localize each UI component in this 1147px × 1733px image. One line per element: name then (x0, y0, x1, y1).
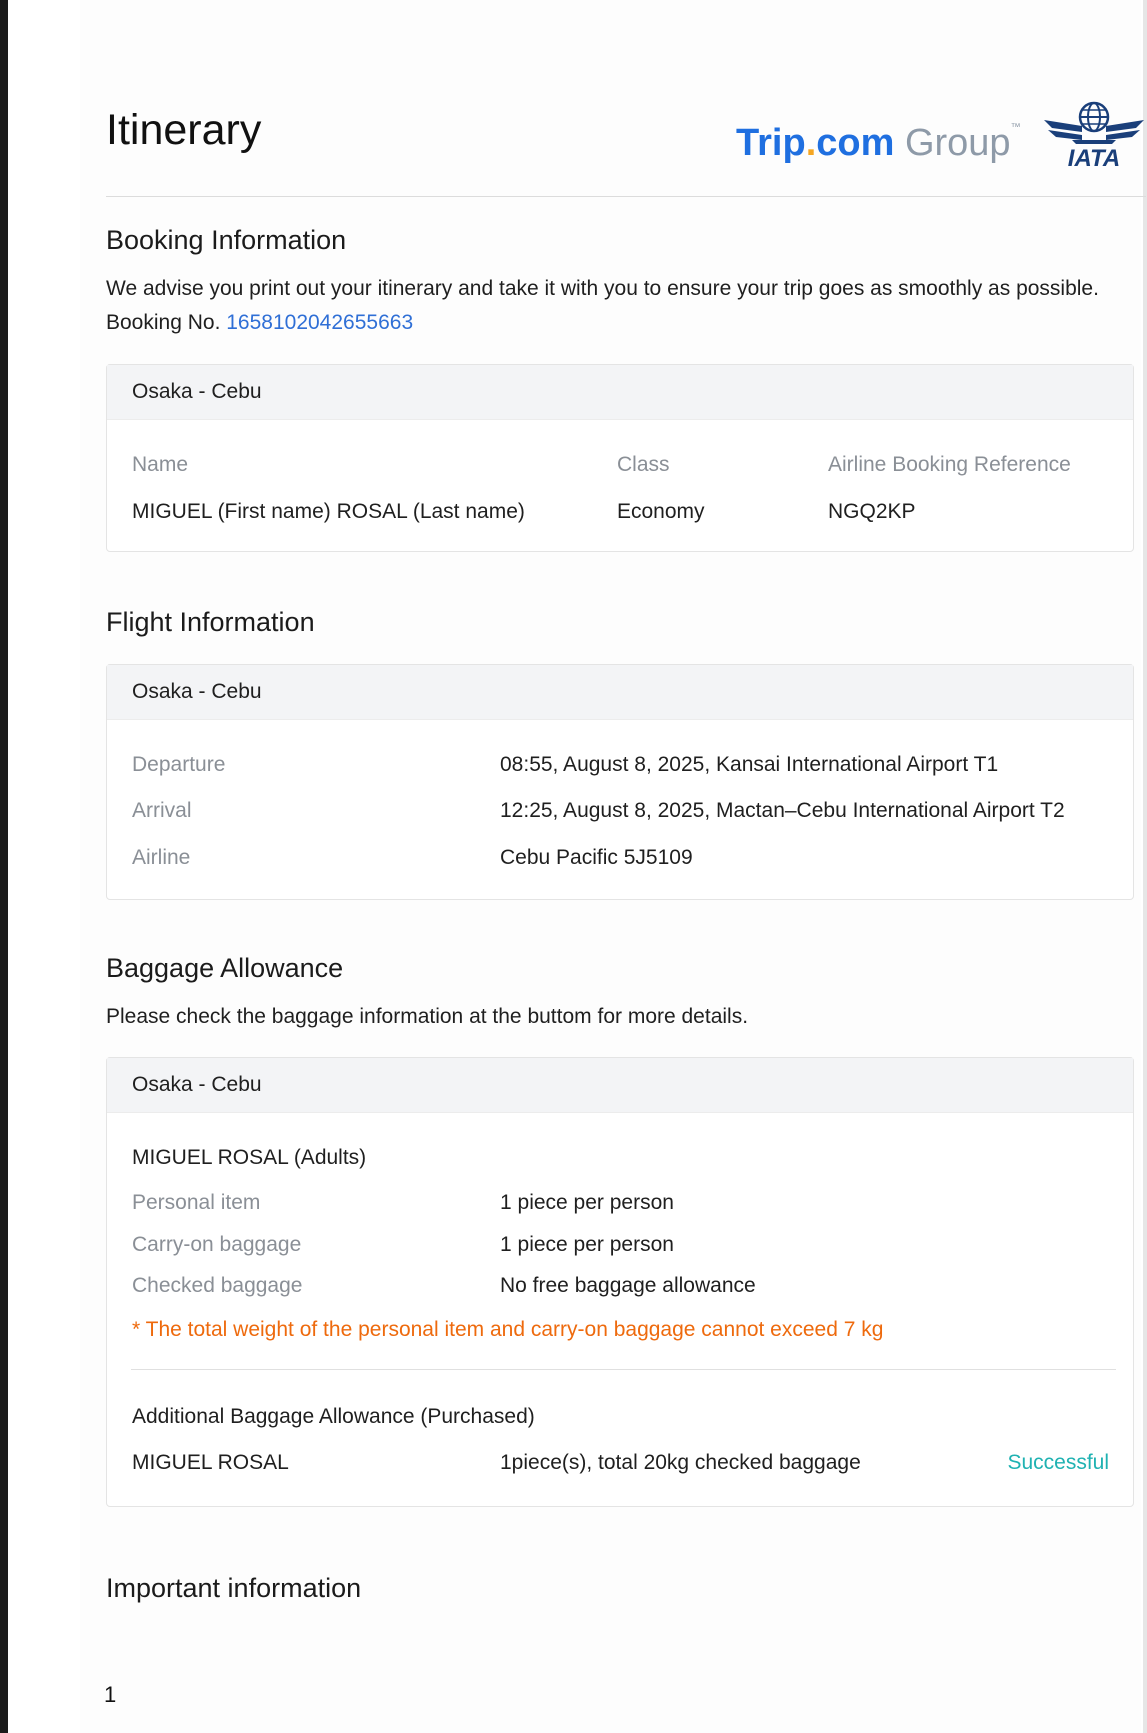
booking-advice: We advise you print out your itinerary and take it with you to ensure your trip goes as smoothly as possible. (106, 277, 1099, 300)
page-title: Itinerary (106, 106, 262, 154)
booking-number-line (106, 311, 413, 335)
important-section-title: Important information (106, 1573, 362, 1603)
booking-number-link[interactable]: 1658102042655663 (226, 311, 414, 334)
class-header: Class (617, 453, 670, 476)
tripcom-group-logo (736, 122, 1021, 165)
booking-ref-header: Airline Booking Reference (828, 453, 1071, 476)
logo-tm: ™ (1010, 122, 1021, 133)
logo-trip: Trip (736, 122, 806, 164)
additional-baggage-title: Additional Baggage Allowance (Purchased) (132, 1405, 535, 1428)
checked-baggage-label: Checked baggage (132, 1274, 303, 1297)
booking-card-route: Osaka - Cebu (107, 365, 1133, 420)
baggage-passenger: MIGUEL ROSAL (Adults) (132, 1146, 367, 1169)
arrival-value: 12:25, August 8, 2025, Mactan–Cebu International Airport T2 (500, 799, 1065, 822)
baggage-card-route: Osaka - Cebu (107, 1058, 1133, 1113)
personal-item-value: 1 piece per person (500, 1191, 674, 1214)
carry-on-value: 1 piece per person (500, 1233, 674, 1256)
additional-passenger: MIGUEL ROSAL (132, 1451, 289, 1474)
left-edge (0, 0, 8, 1733)
flight-section-title: Flight Information (106, 607, 315, 637)
baggage-divider (131, 1369, 1116, 1370)
baggage-section-title: Baggage Allowance (106, 953, 344, 983)
logo-group: Group (904, 122, 1011, 164)
status-badge: Successful (1007, 1451, 1109, 1474)
baggage-card (106, 1057, 1134, 1507)
flight-card (106, 664, 1134, 900)
logo-dot: . (805, 122, 817, 164)
weight-warning: * The total weight of the personal item and carry-on baggage cannot exceed 7 kg (132, 1318, 884, 1341)
class-value: Economy (617, 500, 705, 523)
arrival-label: Arrival (132, 799, 192, 822)
baggage-note: Please check the baggage information at the buttom for more details. (106, 1005, 749, 1028)
iata-logo-icon (1042, 100, 1146, 170)
iata-logo-text: IATA (1067, 145, 1121, 170)
booking-section-title: Booking Information (106, 225, 347, 255)
additional-detail: 1piece(s), total 20kg checked baggage (500, 1451, 861, 1474)
checked-baggage-value: No free baggage allowance (500, 1274, 756, 1297)
booking-card (106, 364, 1134, 552)
flight-card-route: Osaka - Cebu (107, 665, 1133, 720)
carry-on-label: Carry-on baggage (132, 1233, 302, 1256)
departure-value: 08:55, August 8, 2025, Kansai International Airport T1 (500, 753, 999, 776)
logo-com: com (816, 122, 895, 164)
right-edge (1143, 0, 1147, 1733)
header (106, 100, 1146, 197)
airline-label: Airline (132, 846, 191, 869)
airline-value: Cebu Pacific 5J5109 (500, 846, 693, 869)
booking-number-label: Booking No. (106, 311, 221, 334)
departure-label: Departure (132, 753, 226, 776)
itinerary-page (80, 0, 1141, 1733)
page-number: 1 (104, 1682, 117, 1707)
name-header: Name (132, 453, 189, 476)
booking-ref-value: NGQ2KP (828, 500, 916, 523)
personal-item-label: Personal item (132, 1191, 261, 1214)
passenger-name: MIGUEL (First name) ROSAL (Last name) (132, 500, 525, 523)
